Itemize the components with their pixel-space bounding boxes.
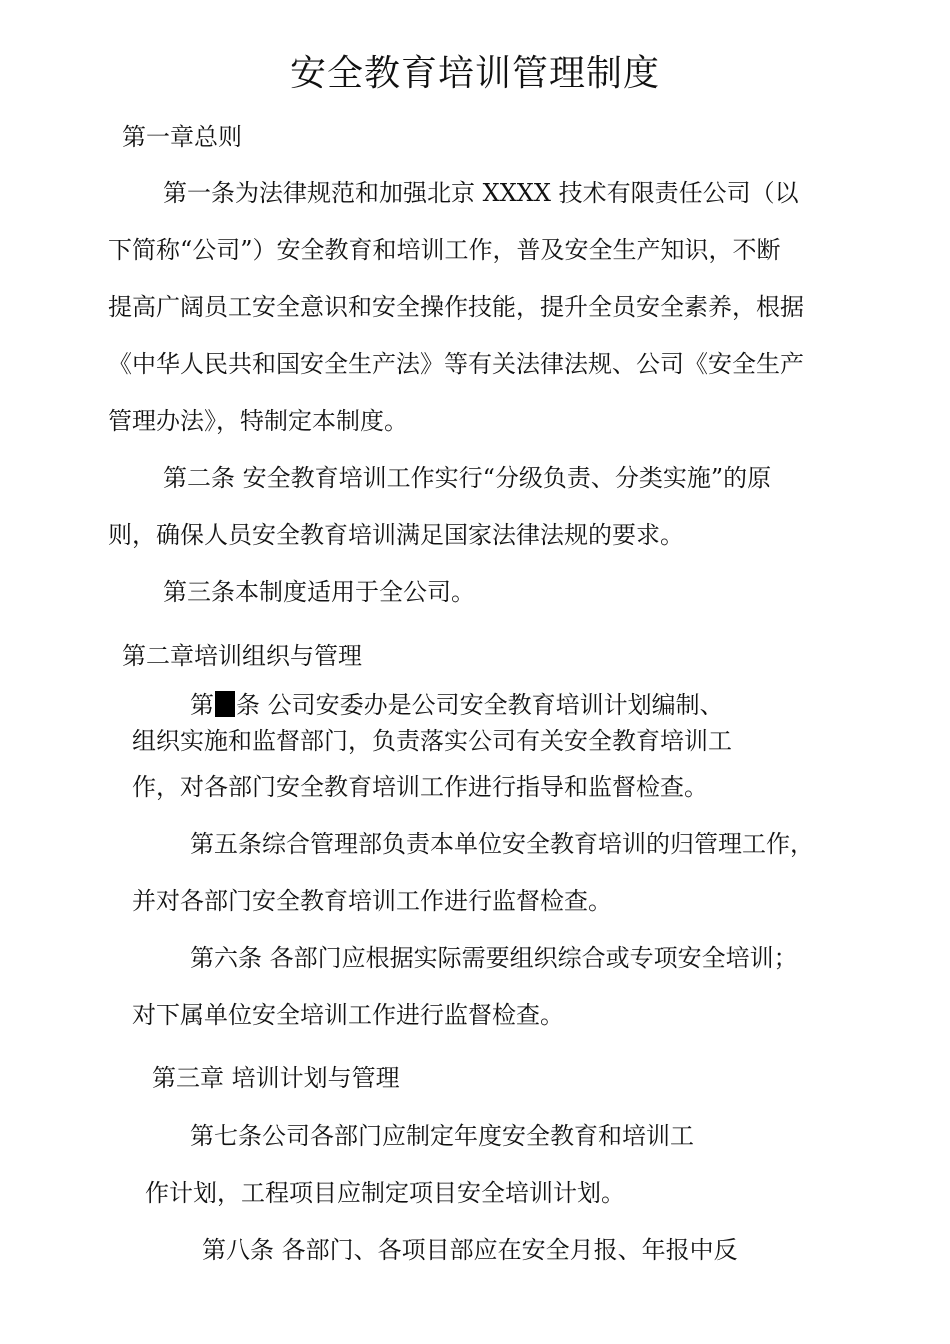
article-7-line-2: 作计划，工程项目应制定项目安全培训计划。 — [145, 1179, 625, 1207]
article-2-line-1: 第二条 安全教育培训工作实行“分级负责、分类实施”的原 — [163, 464, 772, 492]
article-7-line-1: 第七条公司各部门应制定年度安全教育和培训工 — [190, 1122, 694, 1150]
article-4-line-1 — [190, 689, 724, 721]
article-1-line-4: 《中华人民共和国安全生产法》等有关法律法规、公司《安全生产 — [108, 350, 804, 378]
article-4-prefix: 第 — [190, 691, 214, 719]
article-6-line-2: 对下属单位安全培训工作进行监督检查。 — [132, 1001, 564, 1029]
article-1-line-2: 下简称“公司”）安全教育和培训工作，普及安全生产知识，不断 — [108, 236, 781, 264]
document-title: 安全教育培训管理制度 — [289, 53, 660, 94]
article-2-line-2: 则，确保人员安全教育培训满足国家法律法规的要求。 — [108, 521, 684, 549]
article-1-line-3: 提高广阔员工安全意识和安全操作技能，提升全员安全素养，根据 — [108, 293, 804, 321]
redaction-block — [215, 691, 235, 717]
chapter-1-heading: 第一章总则 — [122, 123, 242, 151]
chapter-3-heading: 第三章 培训计划与管理 — [152, 1064, 400, 1092]
article-4-line-2: 组织实施和监督部门，负责落实公司有关安全教育培训工 — [132, 727, 732, 755]
chapter-2-heading: 第二章培训组织与管理 — [122, 642, 362, 670]
article-1-line-1: 第一条为法律规范和加强北京 XXXX 技术有限责任公司（以 — [163, 179, 799, 207]
article-4-rest: 条 公司安委办是公司安全教育培训计划编制、 — [236, 691, 724, 719]
article-5-line-1: 第五条综合管理部负责本单位安全教育培训的归管理工作， — [190, 830, 814, 858]
article-4-line-3: 作，对各部门安全教育培训工作进行指导和监督检查。 — [132, 773, 708, 801]
article-3: 第三条本制度适用于全公司。 — [163, 578, 475, 606]
article-1-line-5: 管理办法》，特制定本制度。 — [108, 407, 408, 435]
article-6-line-1: 第六条 各部门应根据实际需要组织综合或专项安全培训； — [190, 944, 798, 972]
article-8-line-1: 第八条 各部门、各项目部应在安全月报、年报中反 — [202, 1236, 738, 1264]
article-5-line-2: 并对各部门安全教育培训工作进行监督检查。 — [132, 887, 612, 915]
